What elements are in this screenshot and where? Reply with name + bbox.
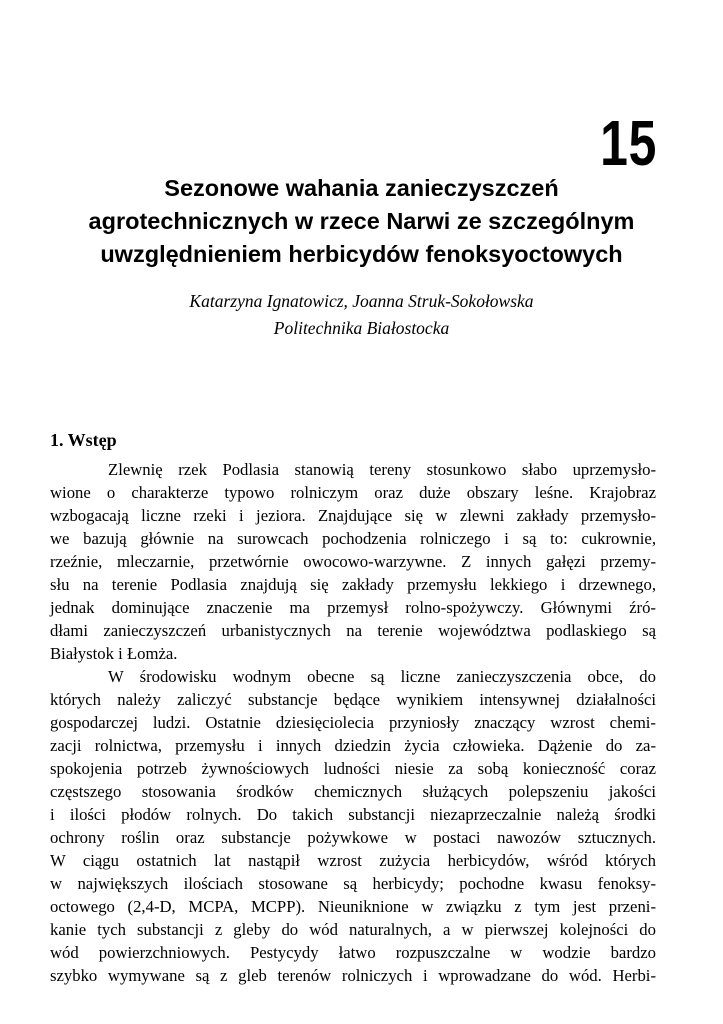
text-line: słu na terenie Podlasia znajdują się zakłady przemysłu lekkiego i drzewnego, (50, 575, 656, 594)
text-line: których należy zaliczyć substancje będące wynikiem intensywnej działalności (50, 690, 656, 709)
author-block (0, 288, 723, 342)
text-line: i ilości płodów rolnych. Do takich substancji niezaprzeczalnie należą środki (50, 805, 656, 824)
text-line: octowego (2,4-D, MCPA, MCPP). Nieuniknione w związku z tym jest przeni- (50, 897, 656, 916)
text-line: częstszego stosowania środków chemicznych służących polepszeniu jakości (50, 782, 656, 801)
text-line: ochrony roślin oraz substancje pożywkowe w postaci nawozów sztucznych. (50, 828, 656, 847)
author-affiliation: Politechnika Białostocka (273, 318, 450, 338)
text-line: spokojenia potrzeb żywnościowych ludności niesie za sobą konieczność coraz (50, 759, 656, 778)
text-line: rzeźnie, mleczarnie, przetwórnie owocowo-warzywne. Z innych gałęzi przemy- (50, 552, 656, 571)
text-line: dłami zanieczyszczeń urbanistycznych na terenie województwa podlaskiego są (50, 621, 656, 640)
text-line: w największych ilościach stosowane są herbicydy; pochodne kwasu fenoksy- (50, 874, 656, 893)
text-line: we bazują głównie na surowcach pochodzenia rolniczego i są to: cukrownie, (50, 529, 656, 548)
text-line: Zlewnię rzek Podlasia stanowią tereny stosunkowo słabo uprzemysło- (108, 460, 656, 479)
title-line: agrotechnicznych w rzece Narwi ze szczególnym (88, 208, 635, 234)
text-line: wione o charakterze typowo rolniczym oraz duże obszary leśne. Krajobraz (50, 483, 656, 502)
chapter-title (40, 172, 683, 271)
text-line: kanie tych substancji z gleby do wód naturalnych, a w pierwszej kolejności do (50, 920, 656, 939)
title-line: uwzględnieniem herbicydów fenoksyoctowych (100, 241, 623, 267)
text-line: W środowisku wodnym obecne są liczne zanieczyszczenia obce, do (108, 667, 656, 686)
text-line: jednak dominujące znaczenie ma przemysł rolno-spożywczy. Głównymi źró- (50, 598, 656, 617)
text-line: wód powierzchniowych. Pestycydy łatwo rozpuszczalne w wodzie bardzo (50, 943, 656, 962)
text-line: gospodarczej ludzi. Ostatnie dziesięciolecia przyniosły znaczący wzrost chemi- (50, 713, 656, 732)
section-heading: 1. Wstęp (50, 430, 117, 450)
author-names: Katarzyna Ignatowicz, Joanna Struk-Sokołowska (189, 291, 534, 311)
text-line: zacji rolnictwa, przemysłu i innych dziedzin życia człowieka. Dążenie do za- (50, 736, 656, 755)
body-text (50, 458, 656, 987)
chapter-number: 15 (599, 107, 657, 179)
text-line: Białystok i Łomża. (50, 644, 178, 663)
text-line: szybko wymywane są z gleb terenów rolniczych i wprowadzane do wód. Herbi- (50, 966, 656, 985)
title-line: Sezonowe wahania zanieczyszczeń (164, 175, 559, 201)
text-line: W ciągu ostatnich lat nastąpił wzrost zużycia herbicydów, wśród których (50, 851, 656, 870)
text-line: wzbogacają liczne rzeki i jeziora. Znajdujące się w zlewni zakłady przemysło- (50, 506, 656, 525)
